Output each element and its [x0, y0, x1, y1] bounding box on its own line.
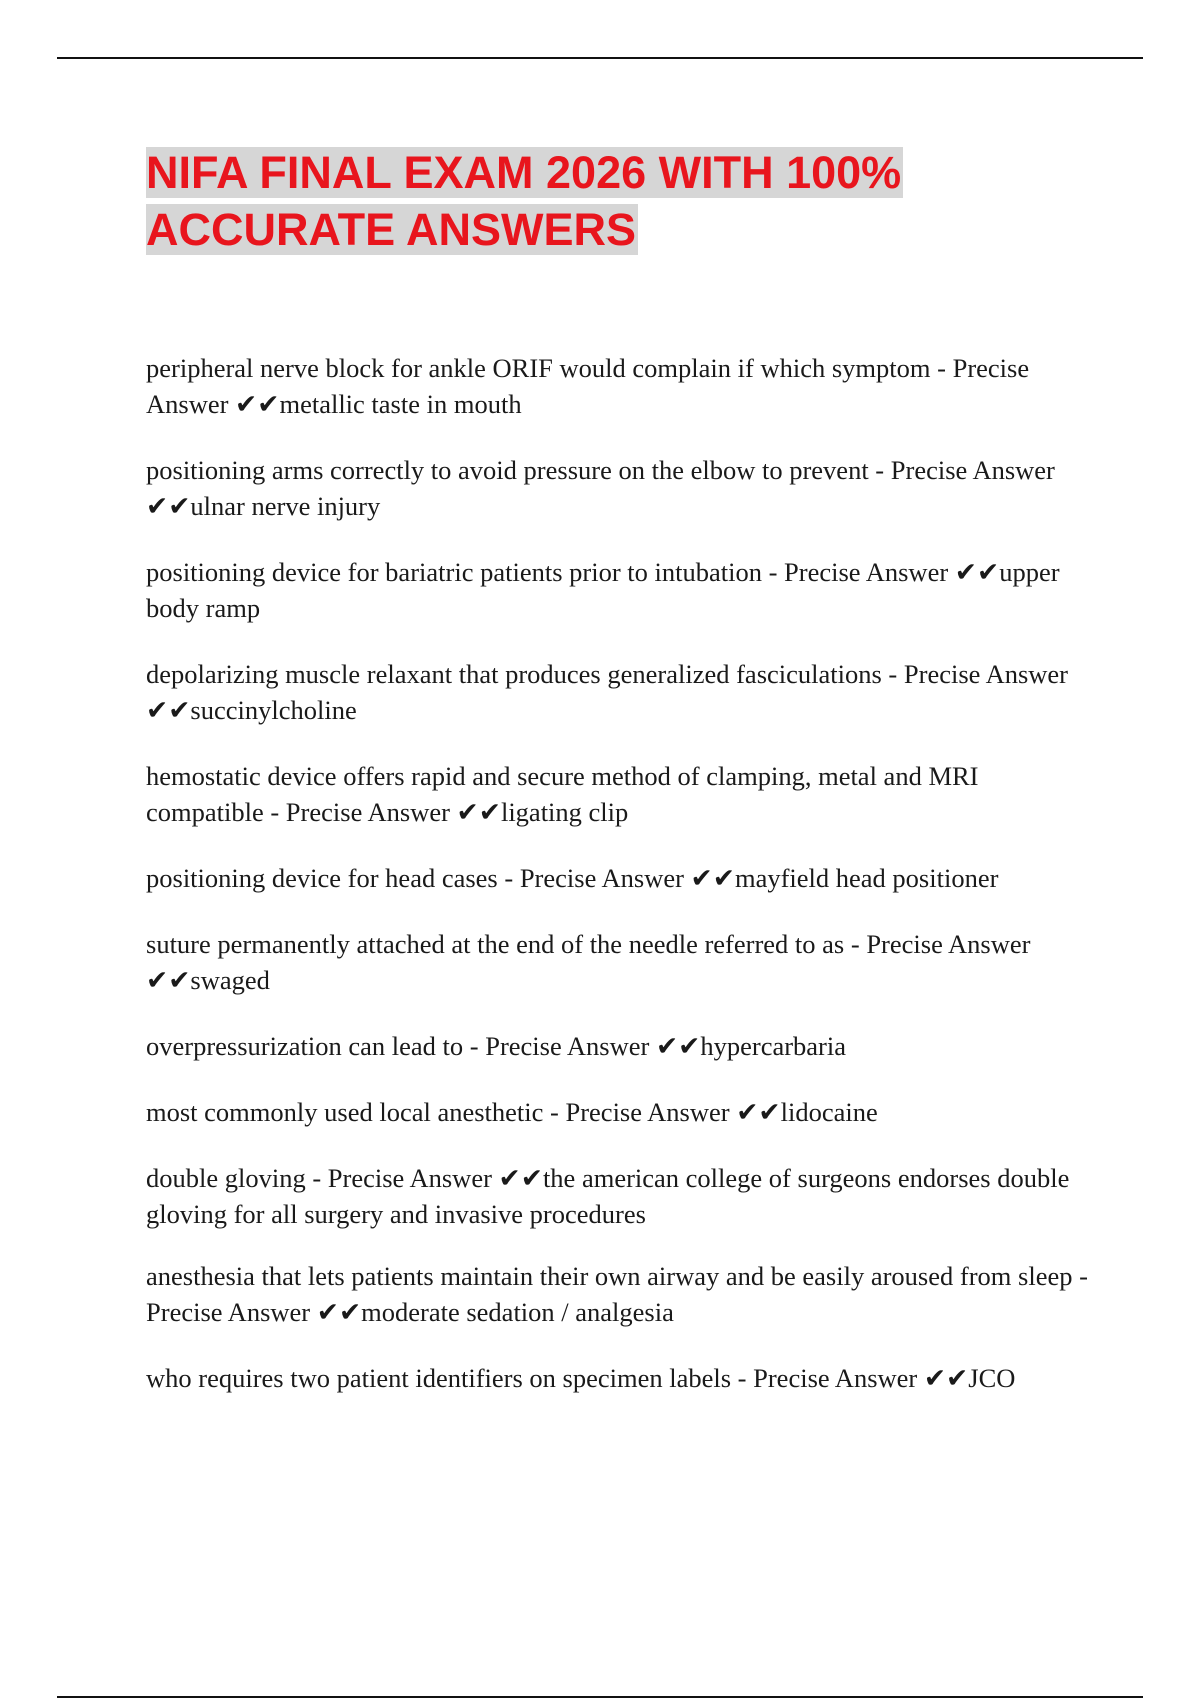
qa-item: suture permanently attached at the end of the needle referred to as - Precise Answer ✔✔swaged [146, 929, 1031, 995]
qa-item: anesthesia that lets patients maintain their own airway and be easily aroused from sleep - Precise Answer ✔✔moderate sedation / analgesia [146, 1261, 1088, 1327]
document-title [146, 144, 1146, 258]
qa-item: positioning arms correctly to avoid pressure on the elbow to prevent - Precise Answer ✔✔ulnar nerve injury [146, 455, 1055, 521]
qa-item: depolarizing muscle relaxant that produces generalized fasciculations - Precise Answer ✔✔succinylcholine [146, 659, 1068, 725]
document-title-text: NIFA FINAL EXAM 2026 WITH 100% ACCURATE ANSWERS [146, 147, 902, 255]
qa-item: double gloving - Precise Answer ✔✔the american college of surgeons endorses double gloving for all surgery and invasive procedures [146, 1163, 1070, 1229]
qa-item: positioning device for head cases - Precise Answer ✔✔mayfield head positioner [146, 863, 999, 893]
qa-item: who requires two patient identifiers on specimen labels - Precise Answer ✔✔JCO [146, 1363, 1016, 1393]
qa-item: overpressurization can lead to - Precise Answer ✔✔hypercarbaria [146, 1031, 846, 1061]
qa-item: most commonly used local anesthetic - Precise Answer ✔✔lidocaine [146, 1097, 878, 1127]
top-rule [57, 57, 1143, 59]
qa-item: positioning device for bariatric patients prior to intubation - Precise Answer ✔✔upper body ramp [146, 557, 1060, 623]
qa-item: hemostatic device offers rapid and secure method of clamping, metal and MRI compatible - Precise Answer ✔✔ligating clip [146, 761, 979, 827]
bottom-rule [57, 1696, 1143, 1698]
qa-list [146, 350, 1096, 1426]
qa-item: peripheral nerve block for ankle ORIF would complain if which symptom - Precise Answer ✔✔metallic taste in mouth [146, 353, 1030, 419]
